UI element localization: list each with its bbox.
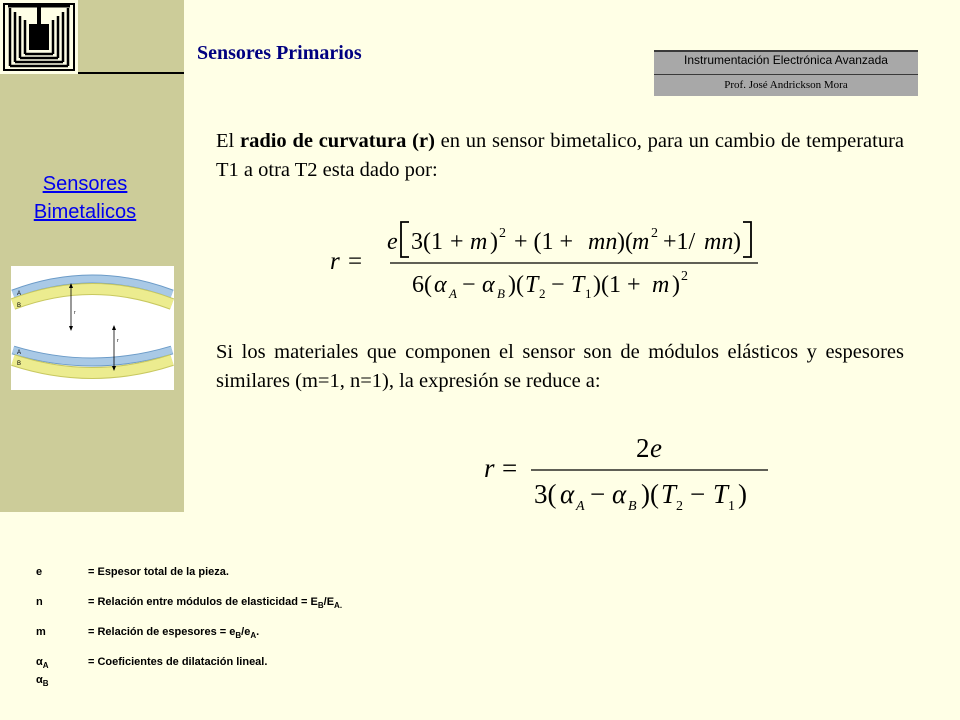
- sensores-bimetalicos-link[interactable]: [0, 170, 170, 226]
- svg-text:): ): [490, 229, 498, 255]
- nav-link-line1: Sensores: [42, 173, 128, 195]
- svg-text:1: 1: [728, 499, 735, 513]
- svg-text:): ): [672, 272, 680, 298]
- legend-definition: = Relación entre módulos de elasticidad = $E_B/E_{A.}$: [88, 596, 343, 611]
- svg-text:3(1: 3(1: [411, 229, 443, 255]
- section-title: Sensores Primarios: [197, 42, 362, 64]
- institution-logo-icon: [0, 0, 78, 74]
- strip-label-b: B: [17, 303, 22, 309]
- svg-text:−: −: [551, 272, 565, 298]
- legend-symbol: $\alpha_B$: [36, 674, 49, 689]
- svg-text:mn: mn: [588, 229, 618, 255]
- svg-text:r: r: [484, 453, 495, 483]
- formula-curvature-radius: [330, 208, 760, 300]
- svg-text:): ): [738, 479, 747, 509]
- svg-text:1: 1: [585, 286, 592, 300]
- nav-link-line2: Bimetalicos: [33, 201, 137, 223]
- legend-definition: = Coeficientes de dilatación lineal.: [88, 656, 268, 668]
- svg-text:)(1 +: )(1 +: [593, 272, 641, 298]
- para1-bold-term: radio de curvatura (r): [239, 130, 435, 152]
- course-info-box: [654, 50, 918, 96]
- svg-text:mn: mn: [704, 229, 734, 255]
- svg-text:=: =: [502, 453, 518, 483]
- strip-label-a-bottom: A: [17, 350, 22, 356]
- legend-symbol: m: [36, 626, 46, 638]
- para1-text-after: en un sensor bimetalico, para un cambio de temperatura T1 a otra T2 esta dado por:: [216, 130, 905, 181]
- svg-text:α: α: [612, 479, 627, 509]
- svg-text:T: T: [661, 479, 677, 509]
- radius-label-top: r: [74, 310, 76, 316]
- strip-label-b-bottom: B: [17, 361, 22, 367]
- svg-text:m: m: [470, 229, 488, 255]
- svg-text:2: 2: [539, 286, 546, 300]
- radius-label-bottom: r: [117, 338, 119, 344]
- svg-text:2: 2: [651, 226, 658, 241]
- para1-text-before: El: [216, 130, 240, 152]
- legend-symbol: n: [36, 596, 43, 608]
- svg-text:T: T: [713, 479, 729, 509]
- svg-text:+1/: +1/: [663, 229, 696, 255]
- svg-text:m: m: [652, 272, 670, 298]
- svg-text:+: +: [450, 229, 464, 255]
- header-divider: [78, 72, 184, 74]
- svg-text:e: e: [650, 433, 662, 463]
- svg-text:=: =: [348, 248, 363, 275]
- course-name: Instrumentación Electrónica Avanzada: [684, 53, 888, 67]
- svg-text:r: r: [330, 248, 340, 275]
- svg-text:B: B: [497, 286, 505, 300]
- svg-text:T: T: [571, 272, 585, 298]
- intro-paragraph: [216, 127, 904, 185]
- svg-text:α: α: [482, 272, 495, 298]
- course-box-divider: [654, 74, 918, 75]
- svg-text:3(: 3(: [534, 479, 557, 509]
- svg-text:T: T: [525, 272, 539, 298]
- svg-text:m: m: [632, 229, 650, 255]
- svg-text:)(: )(: [617, 229, 633, 255]
- svg-text:)(: )(: [641, 479, 659, 509]
- legend-definition: = Relación de espesores = $e_B/e_A$.: [88, 626, 260, 641]
- svg-text:A: A: [576, 499, 585, 513]
- svg-text:A: A: [449, 286, 457, 300]
- strip-label-a: A: [17, 291, 22, 297]
- svg-text:2: 2: [636, 433, 650, 463]
- svg-text:e: e: [387, 229, 398, 255]
- legend-definition: = Espesor total de la pieza.: [88, 566, 229, 578]
- svg-text:2: 2: [681, 269, 688, 284]
- svg-text:B: B: [628, 499, 637, 513]
- svg-text:−: −: [462, 272, 476, 298]
- svg-text:): ): [733, 229, 741, 255]
- svg-text:6(: 6(: [412, 272, 432, 298]
- svg-text:−: −: [690, 479, 706, 509]
- svg-text:2: 2: [499, 226, 506, 241]
- svg-text:α: α: [560, 479, 575, 509]
- legend-symbol: e: [36, 566, 43, 578]
- legend-symbol: $\alpha_A$: [36, 656, 49, 671]
- svg-text:−: −: [590, 479, 606, 509]
- svg-text:α: α: [434, 272, 447, 298]
- logo: [0, 0, 78, 74]
- svg-text:+ (1 +: + (1 +: [514, 229, 574, 255]
- bimetal-strip-figure: [11, 266, 174, 390]
- formula-simplified-radius: [478, 425, 778, 513]
- professor-name: Prof. José Andrickson Mora: [724, 79, 848, 91]
- simplification-paragraph: Si los materiales que componen el sensor son de módulos elásticos y espesores similares (m=1, n=1), la expresión se reduce a:: [216, 341, 904, 392]
- svg-text:)(: )(: [508, 272, 524, 298]
- svg-text:2: 2: [676, 499, 683, 513]
- sidebar: [0, 0, 184, 512]
